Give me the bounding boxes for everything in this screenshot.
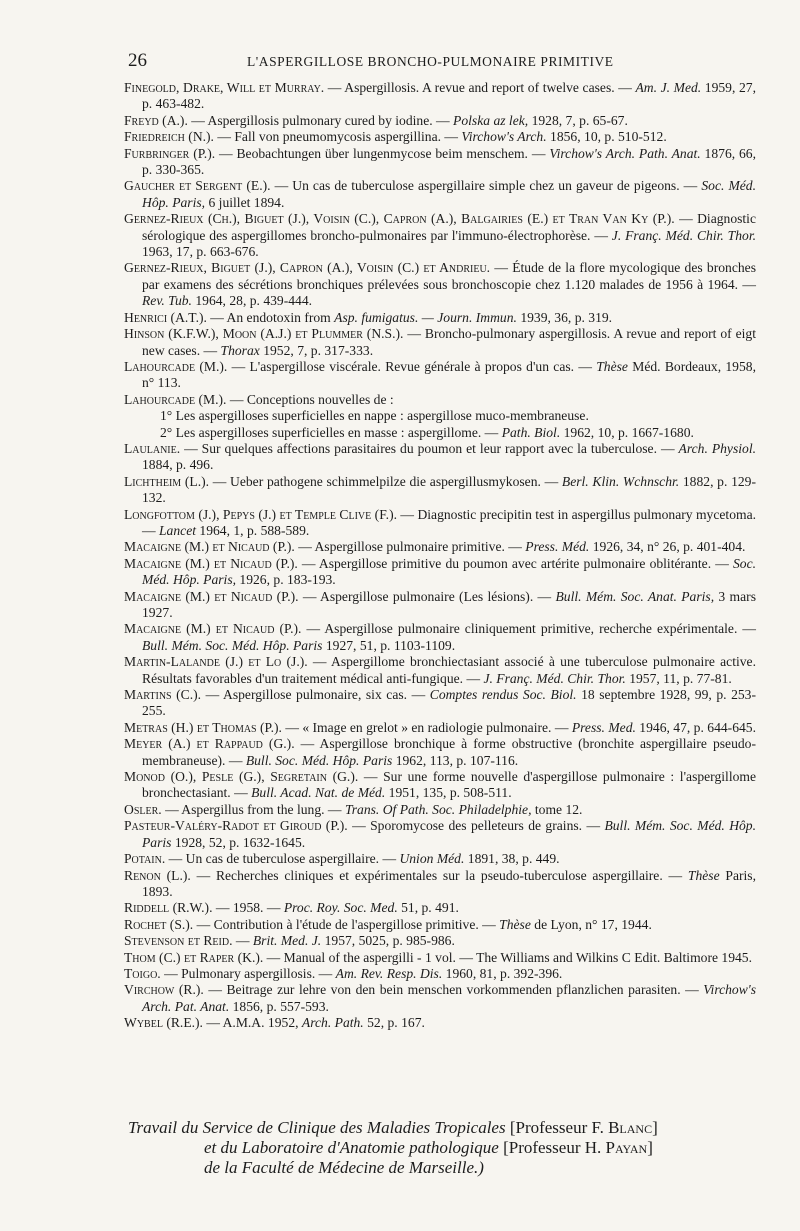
reference-details: 1964, 1, p. 588-589. <box>196 522 310 538</box>
reference-text: — Aspergillose pulmonaire cliniquement primitive, recherche expérimentale. — <box>301 621 756 637</box>
reference-entry <box>124 982 756 1015</box>
reference-text: — Recherches cliniques et expérimentales sur la pseudo-tuberculose aspergillaire. — <box>190 867 688 883</box>
reference-details: 1957, 11, p. 77-81. <box>625 670 732 686</box>
reference-source: Thèse <box>596 358 628 374</box>
reference-details: 1962, 113, p. 107-116. <box>392 752 519 768</box>
reference-source: Bull. Mém. Soc. Méd. Hôp. Paris <box>142 818 757 850</box>
reference-authors: Gernez-Rieux, Biguet (J.), Capron (A.), Voisin (C.) et Andrieu. <box>124 260 491 276</box>
reference-entry <box>124 917 756 933</box>
subitem-text: 2° Les aspergilloses superficielles en masse : aspergillome. — <box>160 424 502 440</box>
reference-text: — Ueber pathogene schimmelpilze die aspergillusmykosen. — <box>209 473 562 489</box>
reference-entry <box>124 326 756 359</box>
reference-source: Virchow's Arch. Pat. Anat. <box>142 982 756 1014</box>
reference-text: — Conceptions nouvelles de : <box>226 391 394 407</box>
reference-entry <box>124 507 756 540</box>
reference-authors: Longfottom (J.), Pepys (J.) et Temple Clive (F.). <box>124 506 397 522</box>
reference-authors: Hinson (K.F.W.), Moon (A.J.) et Plummer (N.S.). <box>124 326 404 342</box>
reference-text: — Aspergillose pulmonaire (Les lésions). — <box>298 588 556 604</box>
reference-authors: Metras (H.) et Thomas (P.). <box>124 719 282 735</box>
reference-source: Soc. Méd. Hôp. Paris, <box>142 555 756 588</box>
subitem-source: Path. Biol. <box>501 424 561 440</box>
note-line-2-bracket: [Professeur H. <box>503 1138 606 1157</box>
reference-details: 1856, p. 557-593. <box>229 998 329 1014</box>
reference-entry <box>124 720 756 736</box>
reference-authors: Monod (O.), Pesle (G.), Segretain (G.). <box>124 769 359 785</box>
reference-entry <box>124 80 756 113</box>
reference-authors: Gaucher et Sergent (E.). <box>124 178 271 194</box>
reference-entry <box>124 687 756 720</box>
reference-source: Bull. Mém. Soc. Méd. Hôp. Paris <box>142 637 323 653</box>
reference-authors: Wybel (R.E.). <box>124 1015 203 1031</box>
reference-authors: Rochet (S.). <box>124 916 194 932</box>
reference-entry <box>124 736 756 769</box>
reference-entry <box>124 589 756 622</box>
reference-text: — Sporomycose des pelleteurs de grains. — <box>347 818 605 834</box>
reference-entry <box>124 818 756 851</box>
reference-source: Comptes rendus Soc. Biol. <box>429 687 577 703</box>
reference-authors: Gernez-Rieux (Ch.), Biguet (J.), Voisin (C.), Capron (A.), Balgairies (E.) et Tran Van Ky (P.). <box>124 211 675 227</box>
reference-authors: Potain. <box>124 851 166 867</box>
reference-entry <box>124 146 756 179</box>
reference-text: — Fall von pneumomycosis aspergillina. — <box>213 129 462 145</box>
reference-source: Rev. Tub. <box>142 293 192 309</box>
reference-entry <box>124 868 756 901</box>
note-line-1-text: Travail du Service de Clinique des Maladies Tropicales <box>128 1118 510 1137</box>
reference-text: — Contribution à l'étude de l'aspergillose primitive. — <box>193 916 500 932</box>
reference-text: — Aspergillome bronchiectasiant associé à une tuberculose pulmonaire active. Résultats favorables d'un traitement médical anti-fungique. — <box>142 654 756 686</box>
note-line-1-close: ] <box>652 1118 658 1137</box>
reference-details: 1882, p. 129-132. <box>142 473 756 506</box>
reference-authors: Meyer (A.) et Rappaud (G.). <box>124 736 295 752</box>
reference-text: — Aspergillose pulmonaire primitive. — <box>294 539 526 555</box>
reference-details: 1926, 34, n° 26, p. 401-404. <box>589 539 746 555</box>
reference-entry <box>124 441 756 474</box>
reference-source: Arch. Path. <box>301 1015 364 1031</box>
reference-text: — Pulmonary aspergillosis. — <box>160 965 336 981</box>
reference-text: — Diagnostic precipitin test in aspergillus pulmonary mycetoma. — <box>142 506 757 538</box>
reference-details: 1876, 66, p. 330-365. <box>142 145 757 178</box>
note-line-2 <box>128 1138 754 1158</box>
reference-authors: Stevenson et Reid. <box>124 933 233 949</box>
reference-text: — An endotoxin from <box>206 309 335 325</box>
reference-details: 1964, 28, p. 439-444. <box>191 293 313 309</box>
reference-details: 1856, 10, p. 510-512. <box>546 129 667 145</box>
note-line-3-text: de la Faculté de Médecine de Marseille.) <box>204 1158 484 1177</box>
reference-source: Press. Med. <box>571 719 636 735</box>
reference-details: 1927, 51, p. 1103-1109. <box>322 637 456 653</box>
reference-authors: Laulanie. <box>124 440 181 456</box>
reference-text: — A.M.A. 1952, <box>202 1015 302 1031</box>
reference-authors: Friedreich (N.). <box>124 129 214 145</box>
reference-text: — Un cas de tuberculose aspergillaire simple chez un gaveur de pigeons. — <box>270 178 702 194</box>
reference-text: — Aspergillus from the lung. — <box>161 801 345 817</box>
reference-entry <box>124 260 756 309</box>
reference-text: — Diagnostic sérologique des aspergillomes broncho-pulmonaires par l'immuno-électrophorèse. — <box>142 211 756 243</box>
note-line-2-text: et du Laboratoire d'Anatomie pathologique <box>204 1138 504 1157</box>
reference-authors: Macaigne (M.) et Nicaud (P.). <box>124 539 295 555</box>
reference-authors: Lahourcade (M.). <box>124 391 227 407</box>
running-title: L'ASPERGILLOSE BRONCHO-PULMONAIRE PRIMITIVE <box>247 54 614 69</box>
note-line-1-bracket: [Professeur F. <box>509 1118 609 1137</box>
reference-entry <box>124 621 756 654</box>
reference-text: — Aspergillose primitive du poumon avec artérite pulmonaire oblitérante. — <box>297 555 733 571</box>
reference-details: Paris, 1893. <box>142 867 756 899</box>
note-line-2-name: Payan <box>605 1138 648 1157</box>
reference-subitem <box>142 425 756 441</box>
reference-authors: Furbringer (P.). <box>124 145 216 161</box>
reference-authors: Pasteur-Valéry-Radot et Giroud (P.). <box>124 818 348 834</box>
reference-details: 1963, 17, p. 663-676. <box>142 244 259 260</box>
reference-authors: Macaigne (M.) et Nicaud (P.). <box>124 555 298 571</box>
reference-source: Bull. Soc. Méd. Hôp. Paris <box>245 752 393 768</box>
reference-entry <box>124 211 756 260</box>
reference-source: Press. Méd. <box>525 539 590 555</box>
reference-details: 1928, 52, p. 1632-1645. <box>171 834 306 850</box>
reference-details: 1891, 38, p. 449. <box>464 851 560 867</box>
reference-authors: Macaigne (M.) et Nicaud (P.). <box>124 621 302 637</box>
reference-text: — Aspergillose pulmonaire, six cas. — <box>201 687 430 703</box>
reference-details: tome 12. <box>531 801 583 817</box>
reference-details: 1957, 5025, p. 985-986. <box>321 933 455 949</box>
reference-source: J. Franç. Méd. Chir. Thor. <box>611 227 756 243</box>
reference-source: Am. J. Med. <box>635 80 702 95</box>
reference-source: Thèse <box>687 867 720 883</box>
reference-entry <box>124 392 756 441</box>
reference-authors: Finegold, Drake, Will et Murray. <box>124 80 325 95</box>
reference-source: Union Méd. <box>399 851 465 867</box>
reference-source: Virchow's Arch. <box>461 129 547 145</box>
reference-entry <box>124 359 756 392</box>
reference-details: Méd. Bordeaux, 1958, n° 113. <box>142 358 756 391</box>
subitem-details: 1962, 10, p. 1667-1680. <box>560 424 694 440</box>
reference-details: 1960, 81, p. 392-396. <box>442 965 563 981</box>
reference-details: 1952, 7, p. 317-333. <box>259 342 374 358</box>
reference-text: — Beitrage zur lehre von den bein menschen vorkommenden pflanzlichen parasiten. — <box>203 982 704 998</box>
reference-entry <box>124 802 756 818</box>
reference-source: Thorax <box>220 342 260 358</box>
reference-source: Proc. Roy. Soc. Med. <box>283 900 398 916</box>
note-line-1-name: Blanc <box>608 1118 653 1137</box>
reference-entry <box>124 556 756 589</box>
reference-text: — Aspergillosis. A revue and report of twelve cases. — <box>324 80 636 95</box>
note-line-1 <box>128 1118 754 1138</box>
reference-details: 1946, 47, p. 644-645. <box>635 719 756 735</box>
reference-source: Berl. Klin. Wchnschr. <box>561 473 680 489</box>
reference-details: 1926, p. 183-193. <box>236 572 336 588</box>
subitem-text: 1° Les aspergilloses superficielles en nappe : aspergillose muco-membraneuse. <box>160 408 589 424</box>
reference-authors: Lichtheim (L.). <box>124 473 210 489</box>
reference-source: Polska az lek, <box>453 112 529 128</box>
reference-details: 51, p. 491. <box>397 900 459 916</box>
reference-authors: Henrici (A.T.). <box>124 309 207 325</box>
page-header <box>128 48 754 74</box>
reference-text: — Beobachtungen über lungenmycose beim menschem. — <box>215 145 550 161</box>
note-line-3 <box>128 1158 754 1178</box>
reference-details: 1939, 36, p. 319. <box>516 309 613 325</box>
reference-source: Virchow's Arch. Path. Anat. <box>549 145 701 161</box>
reference-text: — Manual of the aspergilli - 1 vol. — The Williams and Wilkins C Edit. Baltimore 1945. <box>263 949 752 965</box>
reference-authors: Lahourcade (M.). <box>124 358 228 374</box>
reference-authors: Freyd (A.). <box>124 112 188 128</box>
reference-source: Am. Rev. Resp. Dis. <box>335 965 443 981</box>
reference-source: Brit. Med. J. <box>252 933 322 949</box>
reference-source: Soc. Méd. Hôp. Paris, <box>142 178 756 210</box>
reference-details: 1928, 7, p. 65-67. <box>528 112 628 128</box>
reference-text: — « Image en grelot » en radiologie pulmonaire. — <box>281 719 572 735</box>
reference-source: J. Franç. Méd. Chir. Thor. <box>483 670 626 686</box>
note-line-2-close: ] <box>647 1138 653 1157</box>
reference-entry <box>124 113 756 129</box>
reference-text: — Sur une forme nouvelle d'aspergillose pulmonaire : l'aspergillome bronchectasiant. — <box>142 769 756 801</box>
reference-entry <box>124 539 756 555</box>
reference-entry <box>124 851 756 867</box>
reference-authors: Martins (C.). <box>124 687 202 703</box>
reference-source: Lancet <box>159 522 196 538</box>
reference-entry <box>124 178 756 211</box>
reference-text: — Broncho-pulmonary aspergillosis. A revue and report of eigt new cases. — <box>142 326 756 358</box>
reference-details: de Lyon, n° 17, 1944. <box>530 916 652 932</box>
reference-entry <box>124 966 756 982</box>
reference-entry <box>124 310 756 326</box>
reference-text: — Étude de la flore mycologique des bronches par examens des sécrétions bronchiques prélevées sous bronchoscopie chez 1.120 malades de 1956 à 1964. — <box>142 260 756 292</box>
reference-text: — Un cas de tuberculose aspergillaire. — <box>165 851 400 867</box>
institution-note <box>128 1118 754 1178</box>
reference-details: 3 mars 1927. <box>142 588 756 620</box>
reference-entry <box>124 769 756 802</box>
reference-text: — <box>232 933 253 949</box>
reference-authors: Macaigne (M.) et Nicaud (P.). <box>124 588 299 604</box>
reference-details: 18 septembre 1928, 99, p. 253-255. <box>142 687 756 719</box>
reference-entry <box>124 900 756 916</box>
reference-source: Asp. fumigatus. — Journ. Immun. <box>334 309 517 325</box>
reference-details: 6 juillet 1894. <box>205 194 285 210</box>
reference-authors: Virchow (R.). <box>124 982 204 998</box>
reference-entry <box>124 129 756 145</box>
reference-text: — Aspergillosis pulmonary cured by iodine. — <box>187 112 454 128</box>
reference-source: Arch. Physiol. <box>678 440 756 456</box>
reference-details: 1959, 27, p. 463-482. <box>142 80 756 112</box>
reference-authors: Renon (L.). <box>124 867 191 883</box>
reference-details: 1951, 135, p. 508-511. <box>385 785 512 801</box>
reference-entry <box>124 1015 756 1031</box>
reference-entry <box>124 654 756 687</box>
reference-source: Thèse <box>499 916 531 932</box>
reference-subitem <box>142 408 756 424</box>
reference-text: — L'aspergillose viscérale. Revue générale à propos d'un cas. — <box>227 358 597 374</box>
reference-authors: Toigo. <box>124 965 161 981</box>
reference-source: Bull. Acad. Nat. de Méd. <box>251 785 386 801</box>
reference-source: Bull. Mém. Soc. Anat. Paris, <box>555 588 715 604</box>
reference-text: — Aspergillose bronchique à forme obstructive (bronchite aspergillaire pseudo-membraneuse). — <box>142 736 756 768</box>
reference-entry <box>124 933 756 949</box>
reference-authors: Osler. <box>124 801 162 817</box>
reference-details: 52, p. 167. <box>363 1015 425 1031</box>
reference-entry <box>124 474 756 507</box>
reference-authors: Martin-Lalande (J.) et Lo (J.). <box>124 654 308 670</box>
reference-authors: Thom (C.) et Raper (K.). <box>124 949 264 965</box>
page-number: 26 <box>128 50 147 71</box>
reference-text: — 1958. — <box>212 900 284 916</box>
reference-entry <box>124 950 756 966</box>
bibliography-list <box>124 80 756 1032</box>
reference-source: Trans. Of Path. Soc. Philadelphie, <box>344 801 532 817</box>
reference-details: 1884, p. 496. <box>142 457 214 473</box>
reference-authors: Riddell (R.W.). <box>124 900 213 916</box>
reference-text: — Sur quelques affections parasitaires du poumon et leur rapport avec la tuberculose. — <box>180 440 679 456</box>
